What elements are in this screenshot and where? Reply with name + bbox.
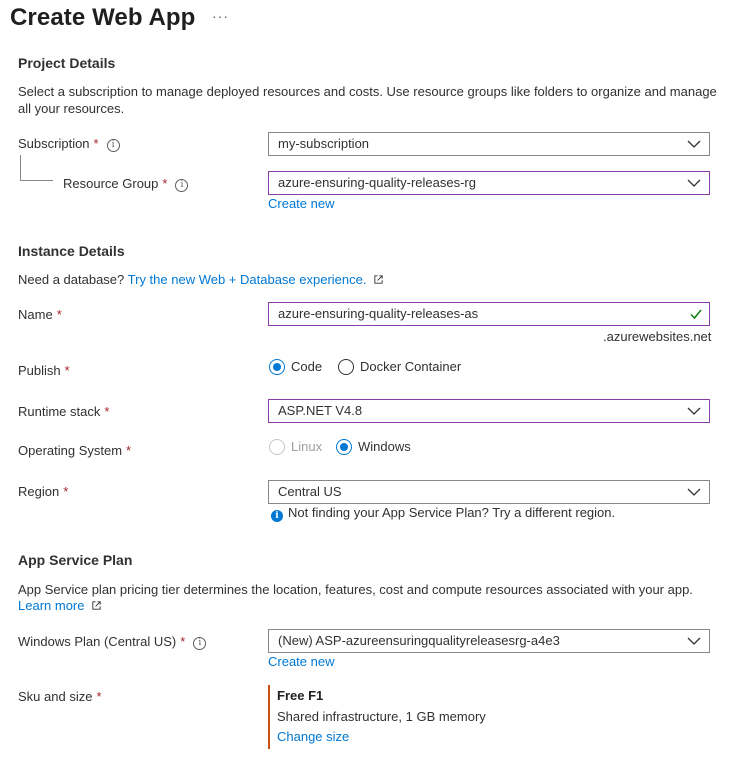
sku-tier: Free F1 xyxy=(277,688,324,703)
runtime-stack-label xyxy=(18,404,109,419)
create-new-plan-link[interactable]: Create new xyxy=(268,654,335,669)
os-linux-label: Linux xyxy=(291,439,323,455)
external-link-icon xyxy=(373,274,384,285)
runtime-stack-label-text: Runtime stack xyxy=(18,404,101,419)
windows-plan-label-text: Windows Plan (Central US) xyxy=(18,634,177,649)
more-options-button[interactable]: ··· xyxy=(212,8,229,24)
chevron-down-icon xyxy=(687,178,701,188)
publish-label xyxy=(18,363,70,378)
windows-plan-dropdown[interactable] xyxy=(268,629,710,653)
region-hint xyxy=(271,505,615,522)
domain-suffix: .azurewebsites.net xyxy=(603,329,712,344)
subscription-dropdown[interactable] xyxy=(268,132,710,156)
required-marker: * xyxy=(93,136,99,151)
publish-code-radio[interactable] xyxy=(269,358,322,375)
project-details-heading: Project Details xyxy=(18,55,116,71)
required-marker: * xyxy=(56,307,62,322)
chevron-down-icon xyxy=(687,636,701,646)
name-input[interactable] xyxy=(268,302,710,326)
operating-system-label xyxy=(18,443,131,458)
required-marker: * xyxy=(126,443,132,458)
radio-checked-icon[interactable] xyxy=(336,439,352,455)
app-service-plan-description: App Service plan pricing tier determines the location, features, cost and compute resources associated with your app. xyxy=(18,582,693,597)
publish-docker-radio[interactable] xyxy=(338,358,461,375)
resource-group-label xyxy=(63,176,188,192)
info-icon[interactable]: i xyxy=(107,139,120,152)
tree-connector-horizontal xyxy=(20,180,53,181)
required-marker: * xyxy=(64,363,70,378)
name-value: azure-ensuring-quality-releases-as xyxy=(278,306,479,321)
os-windows-radio[interactable] xyxy=(336,438,411,455)
chevron-down-icon xyxy=(687,487,701,497)
external-link-icon xyxy=(91,600,102,611)
resource-group-dropdown[interactable] xyxy=(268,171,710,195)
runtime-stack-dropdown[interactable] xyxy=(268,399,710,423)
resource-group-label-text: Resource Group xyxy=(63,176,159,191)
chevron-down-icon xyxy=(687,139,701,149)
learn-more-link[interactable]: Learn more xyxy=(18,598,85,613)
runtime-stack-value: ASP.NET V4.8 xyxy=(278,403,363,418)
web-database-link[interactable]: Try the new Web + Database experience. xyxy=(127,272,367,287)
required-marker: * xyxy=(104,404,110,419)
os-windows-label: Windows xyxy=(358,439,411,455)
windows-plan-value: (New) ASP-azureensuringqualityreleasesrg-a4e3 xyxy=(278,633,560,648)
publish-docker-label: Docker Container xyxy=(360,359,462,375)
database-prompt xyxy=(18,272,384,287)
region-hint-text: Not finding your App Service Plan? Try a different region. xyxy=(288,505,616,520)
radio-disabled-icon[interactable] xyxy=(269,439,285,455)
sku-size-label-text: Sku and size xyxy=(18,689,93,704)
region-dropdown[interactable] xyxy=(268,480,710,504)
region-value: Central US xyxy=(278,484,342,499)
required-marker: * xyxy=(180,634,186,649)
info-icon: i xyxy=(271,510,283,522)
required-marker: * xyxy=(96,689,102,704)
tree-connector-vertical xyxy=(20,155,21,180)
info-icon[interactable]: i xyxy=(175,179,188,192)
change-size-link[interactable]: Change size xyxy=(277,729,350,744)
operating-system-label-text: Operating System xyxy=(18,443,123,458)
windows-plan-label xyxy=(18,634,206,650)
checkmark-icon xyxy=(689,307,703,321)
required-marker: * xyxy=(63,484,69,499)
radio-unchecked-icon[interactable] xyxy=(338,359,354,375)
publish-label-text: Publish xyxy=(18,363,61,378)
info-icon[interactable]: i xyxy=(193,637,206,650)
subscription-value: my-subscription xyxy=(278,136,370,151)
resource-group-value: azure-ensuring-quality-releases-rg xyxy=(278,175,476,190)
subscription-label-text: Subscription xyxy=(18,136,90,151)
publish-code-label: Code xyxy=(291,359,323,375)
sku-size-label xyxy=(18,689,102,704)
create-new-resource-group-link[interactable]: Create new xyxy=(268,196,335,211)
project-details-description: Select a subscription to manage deployed resources and costs. Use resource groups like folders to organize and manage all your resources. xyxy=(18,84,717,116)
region-label-text: Region xyxy=(18,484,60,499)
name-label xyxy=(18,307,62,322)
required-marker: * xyxy=(162,176,168,191)
radio-checked-icon[interactable] xyxy=(269,359,285,375)
instance-details-heading: Instance Details xyxy=(18,243,125,259)
os-linux-radio[interactable] xyxy=(269,438,322,455)
sku-detail: Shared infrastructure, 1 GB memory xyxy=(277,709,486,724)
learn-more xyxy=(18,598,102,613)
database-prompt-text: Need a database? xyxy=(18,272,125,287)
subscription-label xyxy=(18,136,120,152)
app-service-plan-heading: App Service Plan xyxy=(18,552,133,568)
chevron-down-icon xyxy=(687,406,701,416)
name-label-text: Name xyxy=(18,307,53,322)
sku-accent-bar xyxy=(268,685,270,749)
page-title: Create Web App xyxy=(10,4,196,31)
region-label xyxy=(18,484,68,499)
